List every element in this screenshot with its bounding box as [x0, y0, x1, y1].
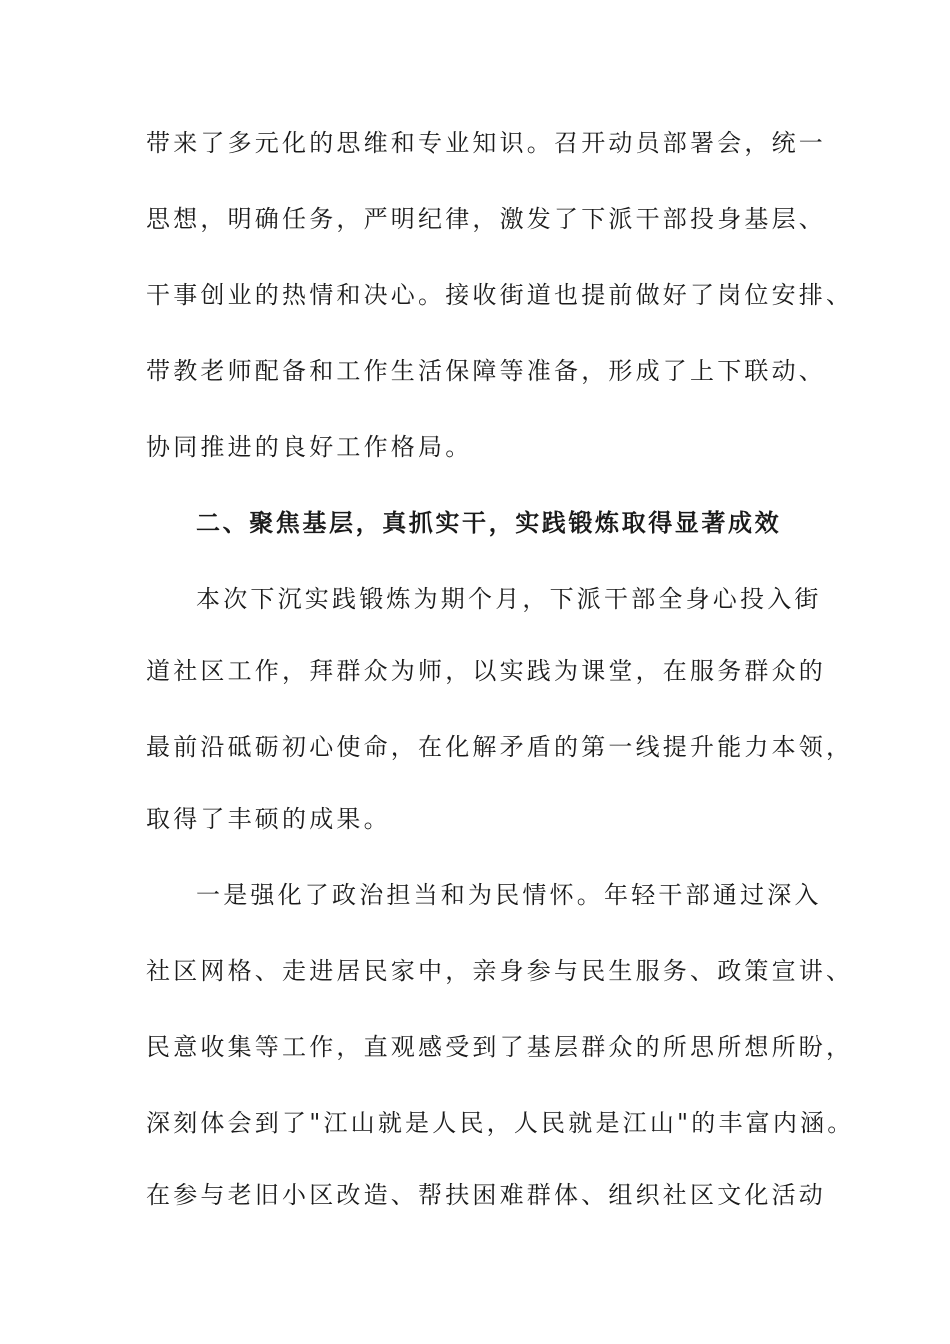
text-line: 深刻体会到了"江山就是人民，人民就是江山"的丰富内涵。 [146, 1109, 855, 1137]
text-line: 带来了多元化的思维和专业知识。召开动员部署会，统一 [146, 129, 826, 157]
text-line: 道社区工作，拜群众为师，以实践为课堂，在服务群众的 [146, 657, 826, 685]
text-line: 思想，明确任务，严明纪律，激发了下派干部投身基层、 [146, 205, 826, 233]
section-heading: 二、聚焦基层，真抓实干，实践锻炼取得显著成效 [196, 509, 782, 537]
text-line: 社区网格、走进居民家中，亲身参与民生服务、政策宣讲、 [146, 957, 854, 985]
text-line: 干事创业的热情和决心。接收街道也提前做好了岗位安排、 [146, 281, 854, 309]
text-line: 协同推进的良好工作格局。 [146, 433, 473, 461]
text-line: 本次下沉实践锻炼为期个月，下派干部全身心投入街 [196, 585, 822, 613]
text-line: 取得了丰硕的成果。 [146, 805, 391, 833]
text-line: 在参与老旧小区改造、帮扶困难群体、组织社区文化活动 [146, 1181, 826, 1209]
text-line: 最前沿砥砺初心使命，在化解矛盾的第一线提升能力本领， [146, 733, 854, 761]
text-line: 带教老师配备和工作生活保障等准备，形成了上下联动、 [146, 357, 826, 385]
text-line: 一是强化了政治担当和为民情怀。年轻干部通过深入 [196, 881, 822, 909]
text-line: 民意收集等工作，直观感受到了基层群众的所思所想所盼， [146, 1033, 854, 1061]
